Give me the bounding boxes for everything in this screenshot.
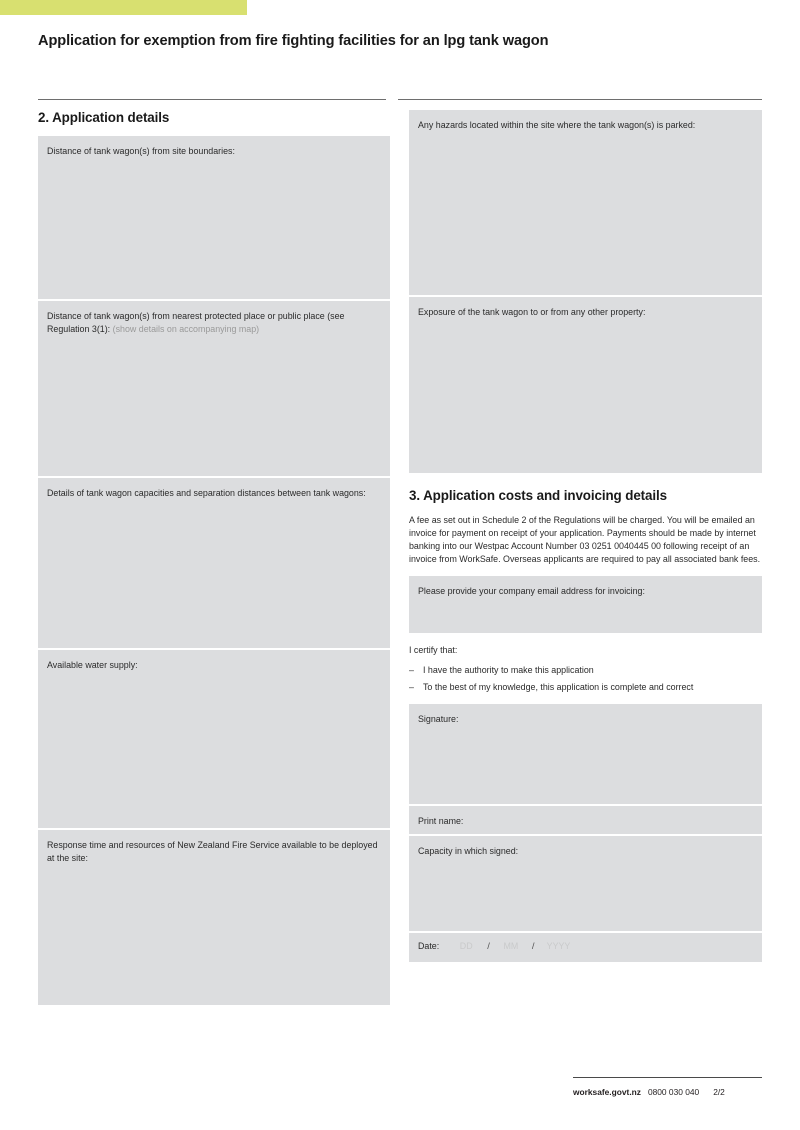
date-day-input[interactable]: DD [459,941,473,952]
footer-divider [573,1077,762,1078]
certify-item [409,664,762,677]
field-capacity-in-which-signed[interactable] [409,836,762,931]
date-row [418,941,753,952]
field-label: Print name: [418,816,464,827]
field-date[interactable] [409,933,762,962]
field-label: Any hazards located within the site where the tank wagon(s) is parked: [418,120,696,130]
field-label-text: Distance of tank wagon(s) from nearest protected place or public place (see Regulation 3(1): [47,311,345,334]
field-label [47,310,381,335]
field-label: Details of tank wagon capacities and separation distances between tank wagons: [47,488,366,499]
field-label: Available water supply: [47,660,138,671]
field-label: Capacity in which signed: [418,846,519,857]
accent-bar [0,0,247,15]
dash-bullet-icon: – [409,665,414,676]
dash-bullet-icon: – [409,681,414,692]
date-separator: / [487,941,490,953]
date-separator: / [531,941,535,953]
field-label: Signature: [418,714,459,725]
field-label-hint: (show details on accompanying map) [112,323,260,334]
invoicing-paragraph: A fee as set out in Schedule 2 of the Regulations will be charged. You will be emailed an invoice for payment on receipt of your application. Payments should be made by internet banking into our Westpac Account Number 03 0251 0040445 00 following receipt of an invoice from WorkSafe. Overseas applicants are required to pay all associated bank fees. [409,515,761,565]
certify-list [409,664,762,694]
certify-intro: I certify that: [409,645,458,656]
date-label: Date: [418,941,440,952]
field-company-email-address[interactable] [409,576,762,633]
footer [573,1087,773,1097]
field-signature[interactable] [409,704,762,804]
field-fire-service-response-time[interactable] [38,830,390,1005]
field-label: Exposure of the tank wagon to or from any other property: [418,307,646,317]
certify-item [409,681,762,694]
certify-item-text: To the best of my knowledge, this application is complete and correct [423,681,694,692]
field-site-hazards[interactable] [409,110,762,295]
footer-page-number: 2/2 [713,1087,725,1097]
field-distance-from-protected-place[interactable] [38,301,390,476]
date-year-input[interactable]: YYYY [546,941,571,952]
field-label: Distance of tank wagon(s) from site boundaries: [47,146,235,157]
header-divider-right [398,99,762,100]
header-divider-left [38,99,386,100]
certify-item-text: I have the authority to make this application [423,665,594,676]
footer-phone: 0800 030 040 [647,1087,700,1097]
right-column [409,110,762,964]
section-heading-application-details: 2. Application details [38,110,170,125]
field-label: Response time and resources of New Zealand Fire Service available to be deployed at the site: [47,840,378,863]
field-distance-from-site-boundaries[interactable] [38,136,390,299]
section-heading-application-costs: 3. Application costs and invoicing details [409,488,667,503]
field-tank-wagon-capacities[interactable] [38,478,390,648]
left-column [38,110,390,1007]
field-exposure-other-property[interactable] [409,297,762,473]
footer-website[interactable]: worksafe.govt.nz [573,1087,641,1097]
page-title: Application for exemption from fire fighting facilities for an lpg tank wagon [38,33,549,49]
field-available-water-supply[interactable] [38,650,390,828]
date-month-input[interactable]: MM [503,941,519,952]
field-label: Please provide your company email address for invoicing: [418,586,645,597]
field-print-name[interactable] [409,806,762,834]
